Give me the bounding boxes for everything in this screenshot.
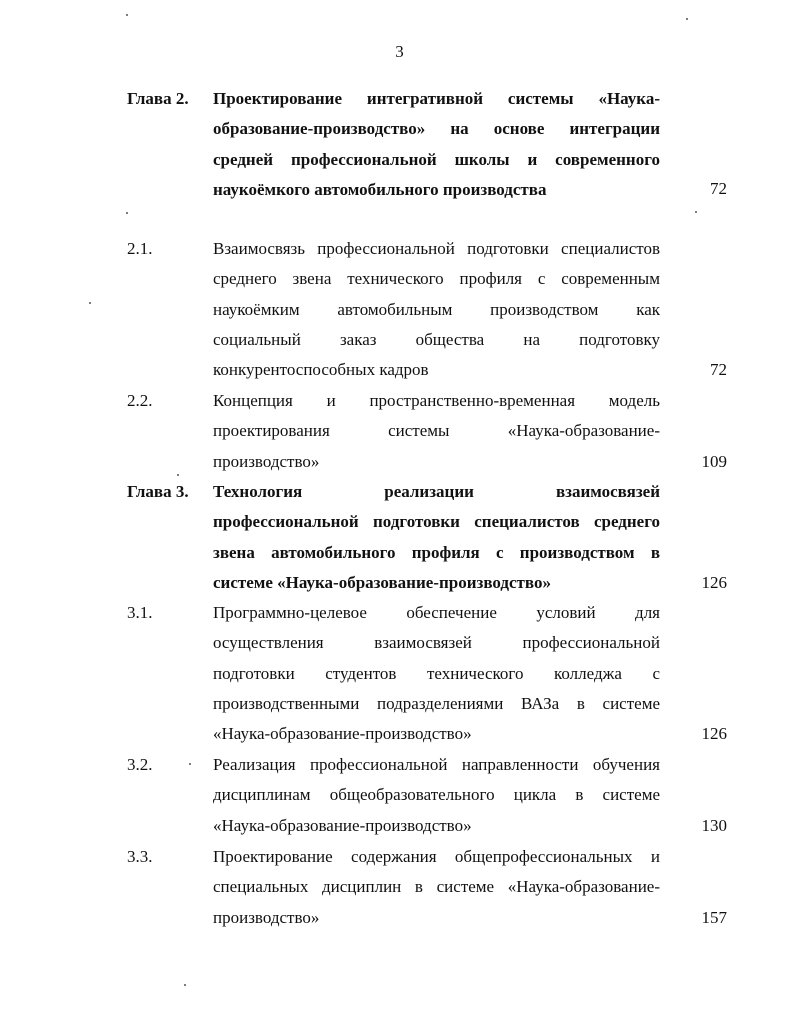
- toc-entry-title-line: звена автомобильного профиля с производством в: [213, 542, 660, 562]
- toc-entry-title-line: дисциплинам общеобразовательного цикла в системе: [213, 785, 660, 805]
- toc-entry-number: 3.2.: [127, 755, 153, 774]
- toc-entry-title-line: «Наука-образование-производство»: [213, 724, 472, 744]
- toc-entry-page: 130: [701, 816, 727, 835]
- toc-entry-title-line: специальных дисциплин в системе «Наука-образование-: [213, 877, 660, 897]
- toc-entry-title-line: Реализация профессиональной направленности обучения: [213, 755, 660, 774]
- toc-entry: [0, 842, 799, 934]
- toc-entry-number: Глава 3.: [127, 482, 189, 501]
- toc-entry-title-line: производство»: [213, 907, 320, 927]
- toc-entry-page: 109: [701, 452, 727, 471]
- toc-entry: [0, 477, 799, 599]
- toc-entry-title-line: Проектирование содержания общепрофессиональных и: [213, 847, 660, 866]
- toc-entry-title-line: Взаимосвязь профессиональной подготовки специалистов: [213, 239, 660, 258]
- page-number: 3: [395, 42, 404, 61]
- toc-entry-title: [213, 477, 660, 598]
- toc-entry-number: Глава 2.: [127, 89, 189, 108]
- toc-entry-title: [213, 84, 660, 205]
- toc-entry-title-line: среднего звена технического профиля с современным: [213, 269, 660, 289]
- toc-entry-title-line: наукоёмкого автомобильного производства: [213, 179, 547, 199]
- toc-entry-page: 126: [701, 573, 727, 592]
- toc-entry-title-line: социальный заказ общества на подготовку: [213, 329, 660, 349]
- toc-entry: [0, 386, 799, 478]
- scan-speck: [184, 984, 186, 986]
- toc-entry-page: 157: [701, 908, 727, 927]
- scan-speck: [126, 14, 128, 16]
- toc-entry-page: 126: [701, 724, 727, 743]
- toc-entry-title-line: производственными подразделениями ВАЗа в системе: [213, 693, 660, 713]
- toc-entry-title: [213, 750, 660, 841]
- toc-entry-title-line: Программно-целевое обеспечение условий для: [213, 603, 660, 622]
- toc-entry-page: 72: [710, 360, 727, 379]
- scan-speck: [695, 211, 697, 213]
- toc-entry: [0, 750, 799, 842]
- toc-entry-title-line: профессиональной подготовки специалистов среднего: [213, 512, 660, 532]
- toc-entry-title-line: системе «Наука-образование-производство»: [213, 572, 551, 592]
- toc-entry-number: 2.1.: [127, 239, 153, 258]
- toc-entry-title: [213, 598, 660, 749]
- scan-speck: [89, 302, 91, 304]
- toc-entry-title-line: подготовки студентов технического колледжа с: [213, 663, 660, 683]
- toc-entry-title-line: Концепция и пространственно-временная модель: [213, 391, 660, 410]
- scan-speck: [126, 212, 128, 214]
- scan-speck: [189, 763, 191, 765]
- scan-speck: [686, 18, 688, 20]
- toc-entry-title-line: производство»: [213, 451, 320, 471]
- toc-entry-page: 72: [710, 179, 727, 198]
- toc-entry: [0, 234, 799, 386]
- toc-entry-title-line: осуществления взаимосвязей профессиональной: [213, 633, 660, 653]
- toc-entry: [0, 598, 799, 750]
- toc-entry-number: 3.3.: [127, 847, 153, 866]
- toc-entry-title-line: проектирования системы «Наука-образование-: [213, 421, 660, 441]
- toc-entry-title-line: Проектирование интегративной системы «Наука-: [213, 89, 660, 108]
- toc-entry-title-line: Технология реализации взаимосвязей: [213, 482, 660, 501]
- toc-entry-number: 2.2.: [127, 391, 153, 410]
- scan-speck: [177, 474, 179, 476]
- toc-entry: [0, 84, 799, 206]
- toc-entry-title-line: конкурентоспособных кадров: [213, 360, 429, 380]
- toc-entry-title-line: «Наука-образование-производство»: [213, 815, 472, 835]
- toc-entry-title: [213, 234, 660, 385]
- toc-entry-number: 3.1.: [127, 603, 153, 622]
- toc-entry-title-line: средней профессиональной школы и современного: [213, 149, 660, 169]
- toc-entry-title-line: наукоёмким автомобильным производством как: [213, 299, 660, 319]
- toc-entry-title: [213, 386, 660, 477]
- toc-entry-title: [213, 842, 660, 933]
- toc-entry-title-line: образование-производство» на основе интеграции: [213, 119, 660, 139]
